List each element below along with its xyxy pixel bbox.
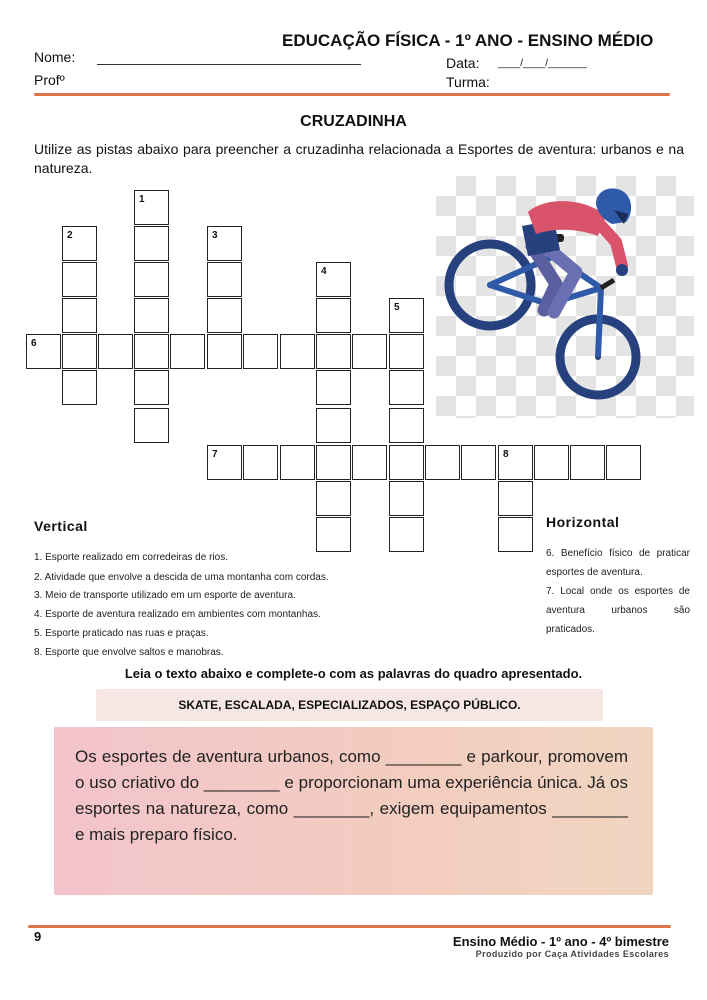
crossword-cell[interactable] — [316, 334, 351, 369]
crossword-cell[interactable] — [352, 334, 387, 369]
crossword-cell[interactable] — [26, 334, 61, 369]
vertical-clue: 8. Esporte que envolve saltos e manobras. — [34, 647, 224, 658]
worksheet-title: EDUCAÇÃO FÍSICA - 1º ANO - ENSINO MÉDIO — [282, 31, 654, 50]
clue-number-1: 1 — [139, 194, 145, 205]
crossword-cell[interactable] — [134, 408, 169, 443]
page-number: 9 — [34, 929, 42, 944]
data-label: Data: — [446, 55, 480, 71]
horizontal-clues — [546, 544, 690, 639]
crossword-cell[interactable] — [134, 226, 169, 261]
crossword-cell[interactable] — [389, 298, 424, 333]
crossword-cell[interactable] — [316, 370, 351, 405]
fill-in-paragraph[interactable]: Os esportes de aventura urbanos, como ________ e parkour, promovem o uso criativo do ________ e proporcionam uma experiência única. Já os esportes na natureza, como ________, exigem equipamentos ________ e mais preparo físico. — [75, 747, 628, 844]
crossword-cell[interactable] — [316, 481, 351, 516]
turma-label: Turma: — [446, 74, 490, 90]
crossword-cell[interactable] — [570, 445, 605, 480]
crossword-title: CRUZADINHA — [300, 113, 407, 130]
crossword-cell[interactable] — [62, 370, 97, 405]
crossword-cell[interactable] — [280, 334, 315, 369]
vertical-clues-title: Vertical — [34, 518, 88, 534]
clue-number-8: 8 — [503, 449, 509, 460]
crossword-cell[interactable] — [207, 334, 242, 369]
clue-number-5: 5 — [394, 302, 400, 313]
footer-divider — [28, 925, 671, 928]
crossword-intro: Utilize as pistas abaixo para preencher a cruzadinha relacionada a Esportes de aventura: urbanos e na natureza. — [34, 141, 684, 176]
crossword-cell[interactable] — [352, 445, 387, 480]
crossword-cell[interactable] — [316, 517, 351, 552]
horizontal-clue: 7. Local onde os esportes de aventura urbanos são praticados. — [546, 586, 690, 635]
crossword-cell[interactable] — [243, 334, 278, 369]
exercise-instruction: Leia o texto abaixo e complete-o com as palavras do quadro apresentado. — [124, 666, 583, 681]
crossword-cell[interactable] — [62, 226, 97, 261]
clue-number-4: 4 — [321, 266, 327, 277]
nome-label: Nome: — [34, 49, 76, 65]
crossword-cell[interactable] — [207, 226, 242, 261]
crossword-cell[interactable] — [280, 445, 315, 480]
crossword-cell[interactable] — [316, 408, 351, 443]
nome-field[interactable] — [97, 64, 361, 65]
horizontal-clues-title: Horizontal — [546, 514, 620, 530]
crossword-cell[interactable] — [62, 334, 97, 369]
crossword-cell[interactable] — [134, 190, 169, 225]
vertical-clue: 1. Esporte realizado em corredeiras de rios. — [34, 552, 228, 563]
crossword-cell[interactable] — [134, 298, 169, 333]
clue-number-2: 2 — [67, 230, 73, 241]
crossword-cell[interactable] — [134, 370, 169, 405]
crossword-cell[interactable] — [316, 262, 351, 297]
clue-number-3: 3 — [212, 230, 218, 241]
crossword-cell[interactable] — [207, 445, 242, 480]
crossword-cell[interactable] — [389, 445, 424, 480]
vertical-clue: 4. Esporte de aventura realizado em ambientes com montanhas. — [34, 609, 321, 620]
footer-credit: Produzido por Caça Atividades Escolares — [475, 949, 669, 959]
crossword-cell[interactable] — [207, 298, 242, 333]
prof-label: Profº — [34, 72, 65, 88]
crossword-cell[interactable] — [606, 445, 641, 480]
crossword-cell[interactable] — [316, 445, 351, 480]
crossword-cell[interactable] — [498, 481, 533, 516]
crossword-cell[interactable] — [389, 517, 424, 552]
crossword-cell[interactable] — [389, 481, 424, 516]
crossword-cell[interactable] — [389, 408, 424, 443]
crossword-cell[interactable] — [62, 262, 97, 297]
footer-course: Ensino Médio - 1º ano - 4º bimestre — [452, 934, 669, 949]
crossword-cell[interactable] — [425, 445, 460, 480]
crossword-cell[interactable] — [62, 298, 97, 333]
crossword-cell[interactable] — [534, 445, 569, 480]
crossword-cell[interactable] — [170, 334, 205, 369]
cyclist-illustration — [436, 176, 694, 418]
clue-number-6: 6 — [31, 338, 37, 349]
crossword-cell[interactable] — [498, 445, 533, 480]
fill-in-text-box — [54, 727, 653, 895]
clue-number-7: 7 — [212, 449, 218, 460]
crossword-cell[interactable] — [134, 262, 169, 297]
data-field[interactable]: ____/____/_______ — [498, 58, 587, 69]
crossword-cell[interactable] — [98, 334, 133, 369]
vertical-clue: 2. Atividade que envolve a descida de uma montanha com cordas. — [34, 572, 329, 583]
word-bank: SKATE, ESCALADA, ESPECIALIZADOS, ESPAÇO PÚBLICO. — [96, 689, 603, 721]
crossword-cell[interactable] — [316, 298, 351, 333]
vertical-clue: 5. Esporte praticado nas ruas e praças. — [34, 628, 209, 639]
crossword-cell[interactable] — [243, 445, 278, 480]
crossword-cell[interactable] — [207, 262, 242, 297]
vertical-clue: 3. Meio de transporte utilizado em um esporte de aventura. — [34, 590, 296, 601]
crossword-cell[interactable] — [389, 370, 424, 405]
crossword-cell[interactable] — [498, 517, 533, 552]
header-divider — [34, 93, 670, 96]
crossword-cell[interactable] — [461, 445, 496, 480]
horizontal-clue: 6. Benefício físico de praticar esportes de aventura. — [546, 548, 690, 578]
crossword-cell[interactable] — [134, 334, 169, 369]
crossword-cell[interactable] — [389, 334, 424, 369]
